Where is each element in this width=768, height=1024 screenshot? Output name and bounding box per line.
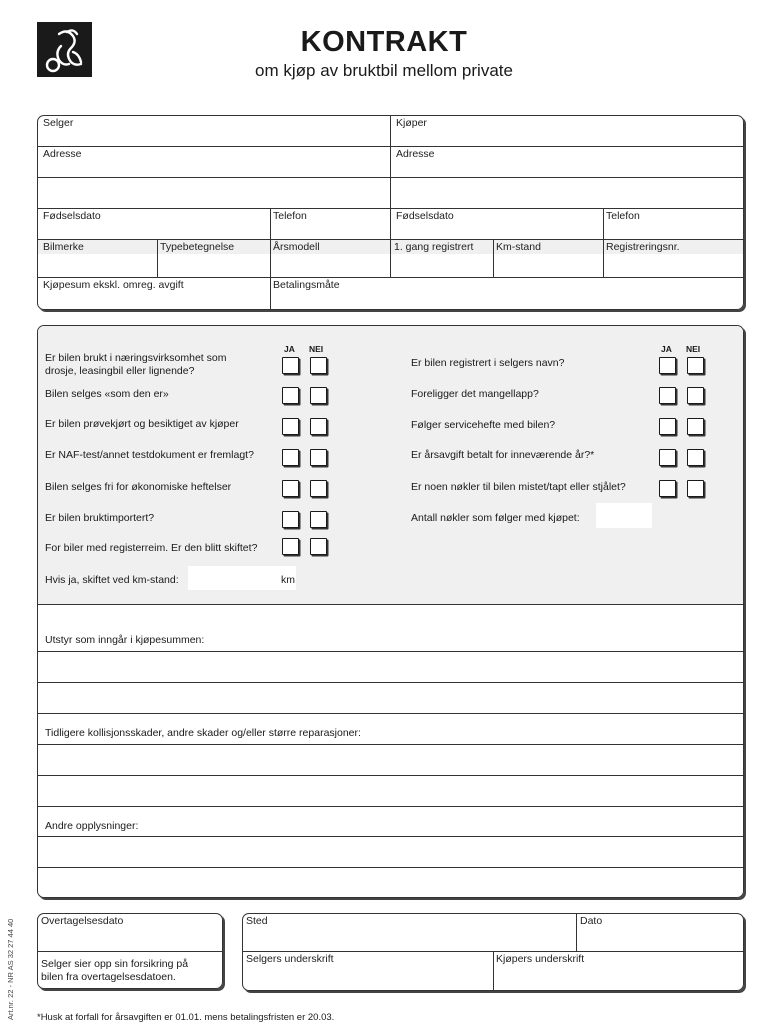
ja-checkbox[interactable] xyxy=(659,418,676,435)
seller-address-label: Adresse xyxy=(43,148,82,160)
buyer-signature-label: Kjøpers underskrift xyxy=(496,953,585,965)
km-changed-label: Hvis ja, skiftet ved km-stand: xyxy=(45,574,179,586)
mileage-label: Km-stand xyxy=(496,241,541,253)
other-info-label: Andre opplysninger: xyxy=(45,820,139,832)
price-field[interactable] xyxy=(38,278,271,309)
nei-checkbox[interactable] xyxy=(687,449,704,466)
equipment-line[interactable] xyxy=(38,682,743,683)
ja-checkbox[interactable] xyxy=(282,538,299,555)
nei-checkbox[interactable] xyxy=(310,538,327,555)
seller-address-field[interactable] xyxy=(38,147,391,178)
seller-birthdate-label: Fødselsdato xyxy=(43,210,101,222)
price-label: Kjøpesum ekskl. omreg. avgift xyxy=(43,279,184,291)
nei-header-right: NEI xyxy=(686,344,701,354)
mileage-field[interactable] xyxy=(494,240,604,278)
page-subtitle: om kjøp av bruktbil mellom private xyxy=(255,61,513,80)
buyer-birthdate-label: Fødselsdato xyxy=(396,210,454,222)
page-title: KONTRAKT xyxy=(300,26,468,58)
buyer-label: Kjøper xyxy=(396,117,427,129)
parties-section xyxy=(37,115,744,310)
make-field[interactable] xyxy=(38,240,158,278)
keys-count-input[interactable] xyxy=(596,503,652,528)
seller-birthdate-field[interactable] xyxy=(38,209,271,240)
nei-checkbox[interactable] xyxy=(310,480,327,497)
buyer-address-label: Adresse xyxy=(396,148,435,160)
buyer-address-line2[interactable] xyxy=(391,178,743,209)
buyer-birthdate-field[interactable] xyxy=(391,209,604,240)
ja-checkbox[interactable] xyxy=(282,449,299,466)
question-left-1: Er bilen brukt i næringsvirksomhet som drosje, leasingbil eller lignende? xyxy=(45,352,227,377)
side-print-code: Art.nr. 22 - NR AS 32 27 44 40 xyxy=(6,918,15,1020)
date-label: Dato xyxy=(580,915,603,927)
nei-checkbox[interactable] xyxy=(687,480,704,497)
handover-date-label: Overtagelsesdato xyxy=(41,915,124,927)
seller-label: Selger xyxy=(43,117,74,129)
question-right-1: Er bilen registrert i selgers navn? xyxy=(411,357,565,369)
damages-label: Tidligere kollisjonsskader, andre skader og/eller større reparasjoner: xyxy=(45,727,361,739)
payment-field[interactable] xyxy=(271,278,743,309)
ja-checkbox[interactable] xyxy=(282,511,299,528)
handover-date-field[interactable] xyxy=(38,914,222,952)
place-label: Sted xyxy=(246,915,268,927)
date-field[interactable] xyxy=(577,914,743,952)
equipment-label: Utstyr som inngår i kjøpesummen: xyxy=(45,634,205,646)
buyer-phone-field[interactable] xyxy=(604,209,743,240)
ja-header-left: JA xyxy=(284,344,295,354)
buyer-field[interactable] xyxy=(391,116,743,147)
reg-no-field[interactable] xyxy=(604,240,743,278)
footnote: *Husk at forfall for årsavgiften er 01.01. mens betalingsfristen er 20.03. xyxy=(37,1012,335,1023)
signature-section xyxy=(242,913,744,991)
reg-no-label: Registreringsnr. xyxy=(606,241,680,253)
nei-checkbox[interactable] xyxy=(687,387,704,404)
km-unit-label: km xyxy=(281,574,295,586)
question-left-6: Er bilen bruktimportert? xyxy=(45,512,155,524)
ja-checkbox[interactable] xyxy=(659,387,676,404)
nei-header-left: NEI xyxy=(309,344,324,354)
ja-checkbox[interactable] xyxy=(282,387,299,404)
seller-phone-field[interactable] xyxy=(271,209,391,240)
question-right-2: Foreligger det mangellapp? xyxy=(411,388,539,400)
ja-header-right: JA xyxy=(661,344,672,354)
question-left-5: Bilen selges fri for økonomiske heftelser xyxy=(45,481,232,493)
question-left-2: Bilen selges «som den er» xyxy=(45,388,169,400)
question-left-4: Er NAF-test/annet testdokument er fremlagt? xyxy=(45,449,254,461)
payment-label: Betalingsmåte xyxy=(273,279,340,291)
ja-checkbox[interactable] xyxy=(659,449,676,466)
model-year-label: Årsmodell xyxy=(273,241,320,253)
nei-checkbox[interactable] xyxy=(310,357,327,374)
nei-checkbox[interactable] xyxy=(310,387,327,404)
ja-checkbox[interactable] xyxy=(282,480,299,497)
question-right-5: Er noen nøkler til bilen mistet/tapt eller stjålet? xyxy=(411,481,626,493)
keys-count-label: Antall nøkler som følger med kjøpet: xyxy=(411,512,580,524)
first-registered-label: 1. gang registrert xyxy=(394,241,474,253)
insurance-note: Selger sier opp sin forsikring på bilen fra overtagelsesdatoen. xyxy=(41,958,189,983)
ja-checkbox[interactable] xyxy=(282,357,299,374)
damages-line[interactable] xyxy=(38,775,743,776)
model-year-field[interactable] xyxy=(271,240,391,278)
seller-field[interactable] xyxy=(38,116,391,147)
question-left-3: Er bilen prøvekjørt og besiktiget av kjøper xyxy=(45,418,239,430)
seller-signature-field[interactable] xyxy=(243,952,494,990)
other-info-line[interactable] xyxy=(38,867,743,868)
seller-signature-label: Selgers underskrift xyxy=(246,953,334,965)
nei-checkbox[interactable] xyxy=(687,418,704,435)
seller-phone-label: Telefon xyxy=(273,210,307,222)
model-name-field[interactable] xyxy=(158,240,271,278)
first-registered-field[interactable] xyxy=(391,240,494,278)
place-field[interactable] xyxy=(243,914,577,952)
ja-checkbox[interactable] xyxy=(282,418,299,435)
question-left-7: For biler med registerreim. Er den blitt skiftet? xyxy=(45,542,258,554)
question-right-3: Følger servicehefte med bilen? xyxy=(411,419,556,431)
ja-checkbox[interactable] xyxy=(659,480,676,497)
buyer-address-field[interactable] xyxy=(391,147,743,178)
make-label: Bilmerke xyxy=(43,241,84,253)
handover-section xyxy=(37,913,223,989)
nei-checkbox[interactable] xyxy=(310,418,327,435)
nei-checkbox[interactable] xyxy=(310,511,327,528)
question-right-4: Er årsavgift betalt for inneværende år?* xyxy=(411,449,595,461)
nei-checkbox[interactable] xyxy=(310,449,327,466)
checklist-section xyxy=(37,325,744,898)
ja-checkbox[interactable] xyxy=(659,357,676,374)
nei-checkbox[interactable] xyxy=(687,357,704,374)
km-changed-input[interactable] xyxy=(188,566,296,590)
buyer-signature-field[interactable] xyxy=(494,952,743,990)
buyer-phone-label: Telefon xyxy=(606,210,640,222)
model-name-label: Typebetegnelse xyxy=(160,241,235,253)
seller-address-line2[interactable] xyxy=(38,178,391,209)
